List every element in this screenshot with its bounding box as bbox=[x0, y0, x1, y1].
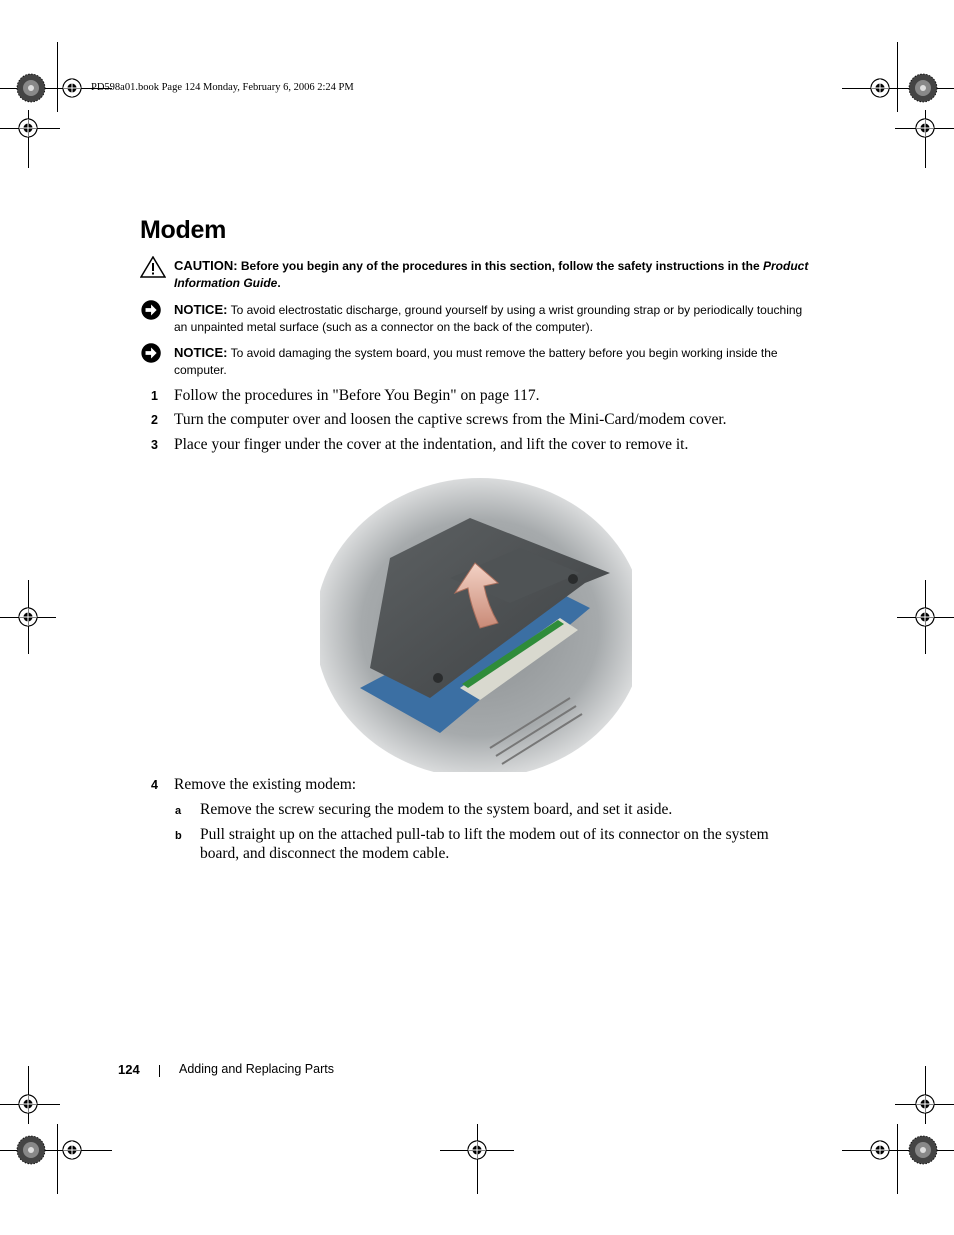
caution-triangle-icon bbox=[140, 256, 166, 278]
step-number: 3 bbox=[151, 438, 158, 452]
step-number: 2 bbox=[151, 413, 158, 427]
notice-label: NOTICE: bbox=[174, 345, 228, 360]
notice-label: NOTICE: bbox=[174, 302, 228, 317]
footer-section-title: Adding and Replacing Parts bbox=[179, 1062, 334, 1076]
notice-esd bbox=[140, 299, 810, 336]
step-number: 1 bbox=[151, 389, 158, 403]
notice-text: To avoid damaging the system board, you must remove the battery before you begin working inside the computer. bbox=[174, 346, 778, 377]
substep-letter: a bbox=[175, 805, 182, 817]
caution-text: Before you begin any of the procedures in this section, follow the safety instructions in the bbox=[240, 259, 760, 273]
substep-letter: b bbox=[175, 830, 182, 842]
notice-text: To avoid electrostatic discharge, ground yourself by using a wrist grounding strap or by periodically touching an unpainted metal surface (such as a connector on the back of the computer). bbox=[174, 303, 803, 334]
step-text: Follow the procedures in "Before You Begin" on page 117. bbox=[174, 387, 540, 404]
page-number: 124 bbox=[118, 1062, 140, 1077]
notice-battery bbox=[140, 342, 810, 379]
footer-divider bbox=[159, 1065, 160, 1077]
substep-text: Remove the screw securing the modem to the system board, and set it aside. bbox=[200, 801, 673, 818]
caution-label: CAUTION: bbox=[174, 258, 238, 273]
step-text: Turn the computer over and loosen the captive screws from the Mini-Card/modem cover. bbox=[174, 411, 727, 428]
substep-text: Pull straight up on the attached pull-tab to lift the modem out of its connector on the system board, and disconnect the modem cable. bbox=[200, 826, 769, 862]
caution-note bbox=[140, 256, 810, 292]
step-number: 4 bbox=[151, 778, 158, 792]
page-title: Modem bbox=[140, 216, 227, 244]
notice-arrow-icon bbox=[140, 299, 164, 321]
step-text: Place your finger under the cover at the indentation, and lift the cover to remove it. bbox=[174, 436, 689, 453]
caution-end: . bbox=[277, 276, 281, 290]
notice-arrow-icon bbox=[140, 342, 164, 364]
modem-cover-illustration bbox=[320, 478, 632, 772]
book-header: PD598a01.book Page 124 Monday, February 6, 2006 2:24 PM bbox=[91, 82, 354, 93]
step-text: Remove the existing modem: bbox=[174, 776, 357, 793]
caution-guide: Product Information Guide bbox=[174, 259, 809, 290]
